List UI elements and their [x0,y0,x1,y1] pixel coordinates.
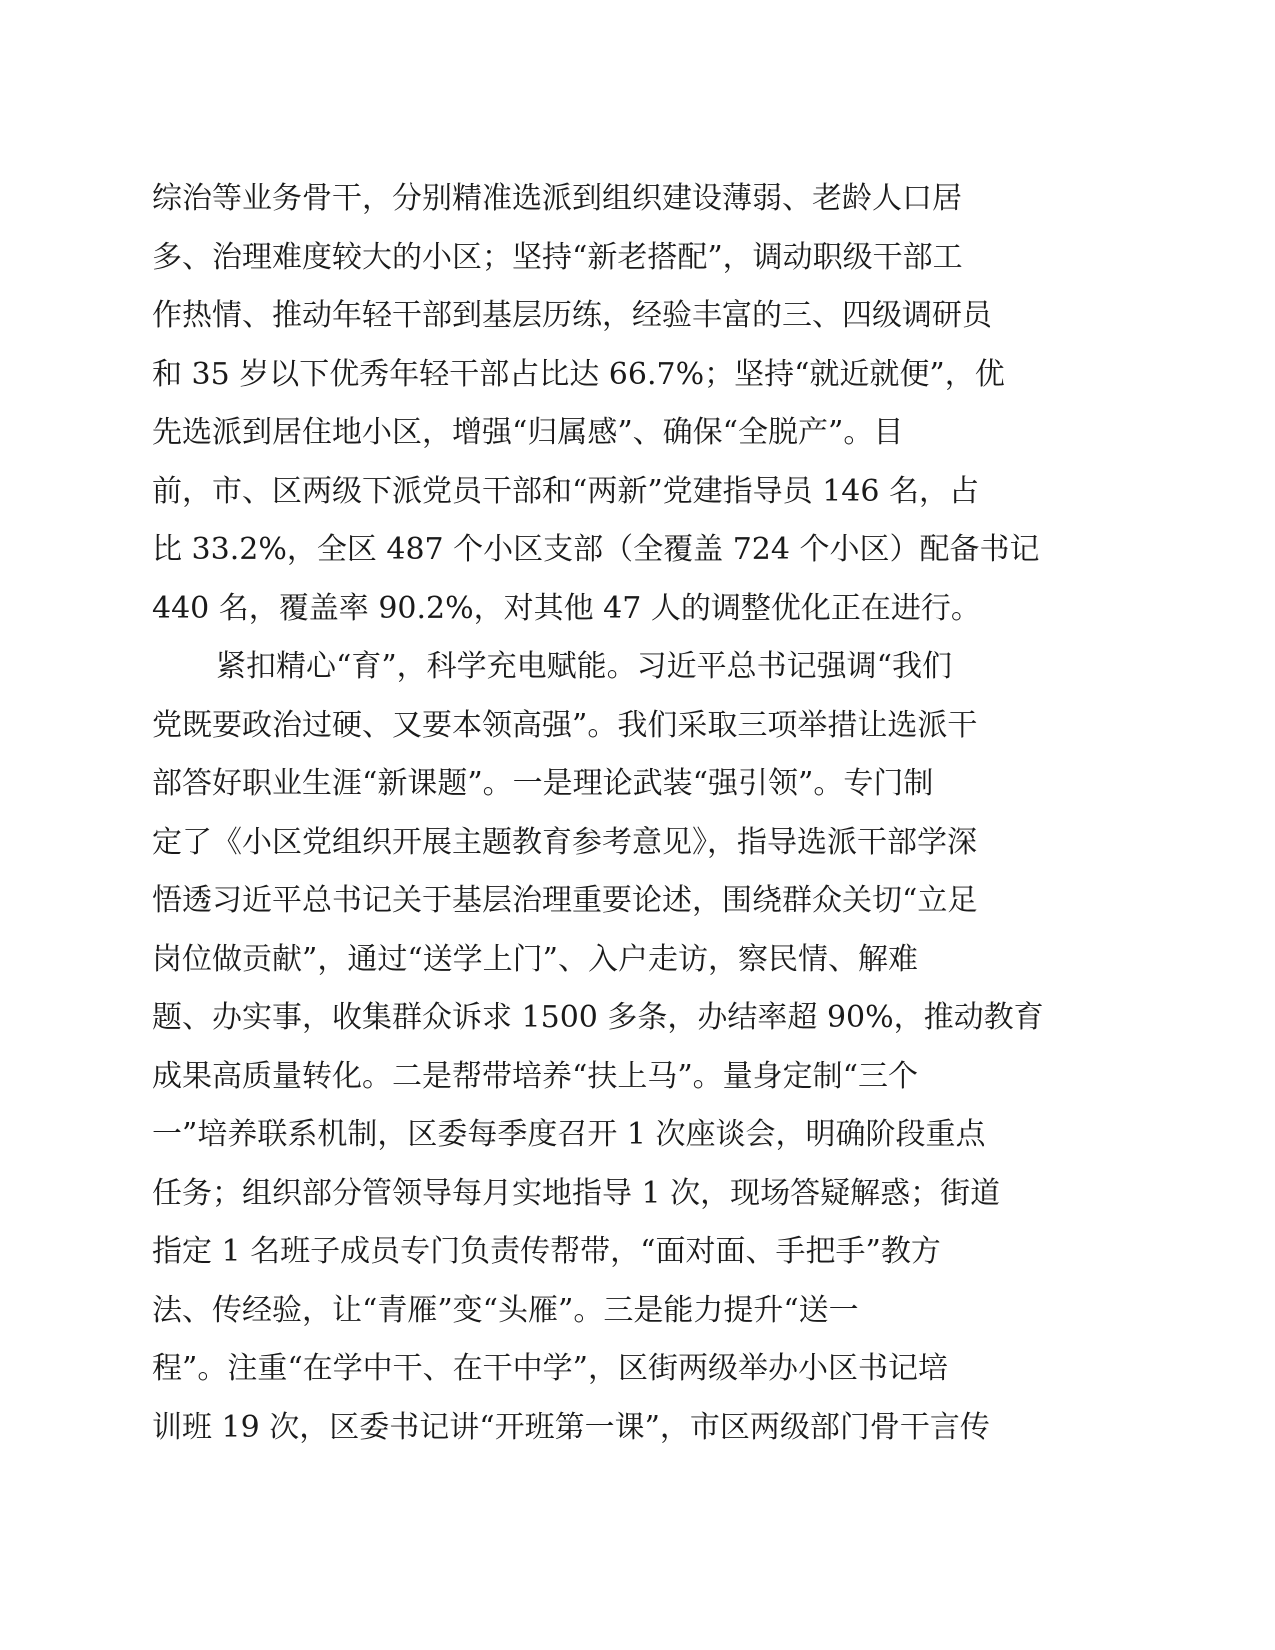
text-line: 比 33.2%，全区 487 个小区支部（全覆盖 724 个小区）配备书记 [152,532,1040,567]
text-line: 部答好职业生涯“新课题”。一是理论武装“强引领”。专门制 [152,766,934,801]
paragraph-start-line: 紧扣精心“育”，科学充电赋能。习近平总书记强调“我们 [216,649,953,684]
text-line: 和 35 岁以下优秀年轻干部占比达 66.7%；坚持“就近就便”，优 [152,356,1005,392]
text-line: 法、传经验，让“青雁”变“头雁”。三是能力提升“送一 [152,1292,859,1328]
text-line: 悟透习近平总书记关于基层治理重要论述，围绕群众关切“立足 [152,883,978,918]
text-line: 先选派到居住地小区，增强“归属感”、确保“全脱产”。目 [152,415,904,450]
text-line: 440 名，覆盖率 90.2%，对其他 47 人的调整优化正在进行。 [152,590,981,626]
text-line: 指定 1 名班子成员专门负责传帮带，“面对面、手把手”教方 [152,1234,941,1269]
text-line: 前，市、区两级下派党员干部和“两新”党建指导员 146 名，占 [152,473,980,509]
text-line: 一”培养联系机制，区委每季度召开 1 次座谈会，明确阶段重点 [152,1117,986,1152]
text-line: 成果高质量转化。二是帮带培养“扶上马”。量身定制“三个 [152,1058,919,1094]
text-line: 作热情、推动年轻干部到基层历练，经验丰富的三、四级调研员 [152,298,992,333]
text-line: 岗位做贡献”，通过“送学上门”、入户走访，察民情、解难 [152,941,919,977]
text-line: 任务；组织部分管领导每月实地指导 1 次，现场答疑解惑；街道 [152,1175,1001,1211]
text-line: 训班 19 次，区委书记讲“开班第一课”，市区两级部门骨干言传 [152,1409,990,1445]
text-line: 多、治理难度较大的小区；坚持“新老搭配”，调动职级干部工 [152,239,963,275]
text-line: 程”。注重“在学中干、在干中学”，区街两级举办小区书记培 [152,1351,949,1386]
text-line: 党既要政治过硬、又要本领高强”。我们采取三项举措让选派干 [152,707,978,743]
text-line: 综治等业务骨干，分别精准选派到组织建设薄弱、老龄人口居 [152,181,962,216]
body-text [152,170,1122,1457]
text-line: 题、办实事，收集群众诉求 1500 多条，办结率超 90%，推动教育 [152,1000,1044,1035]
text-line: 定了《小区党组织开展主题教育参考意见》，指导选派干部学深 [152,824,977,860]
